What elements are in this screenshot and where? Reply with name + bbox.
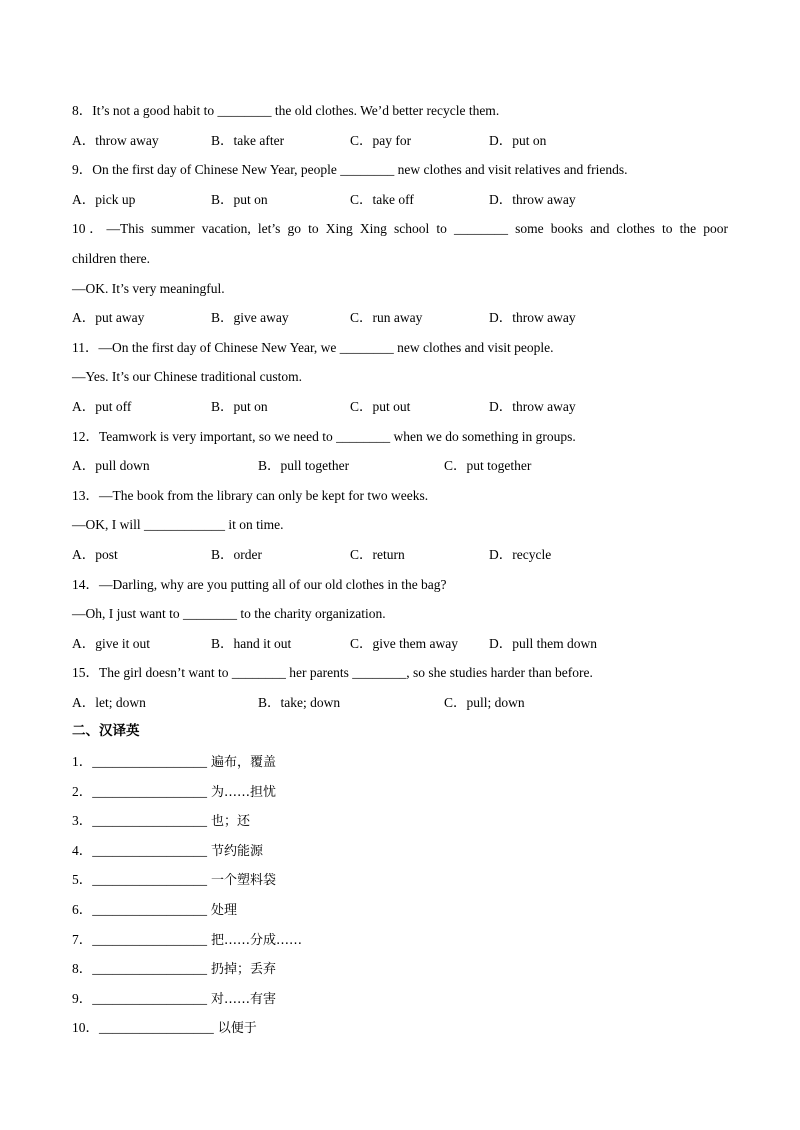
answer-blank[interactable]: _________________ <box>92 961 207 977</box>
translation-item <box>72 865 728 895</box>
chinese-prompt: 为……担忧 <box>211 784 277 800</box>
translation-item <box>72 1013 728 1043</box>
answer-option[interactable]: A．throw away <box>72 132 159 148</box>
chinese-prompt: 一个塑料袋 <box>211 873 277 889</box>
answer-option[interactable]: C．run away <box>350 310 423 326</box>
answer-option[interactable]: D．recycle <box>489 546 552 562</box>
chinese-prompt: 遍布，覆盖 <box>211 755 277 771</box>
item-number: 10． <box>72 1020 99 1036</box>
question-block <box>72 422 728 481</box>
question-block <box>72 481 728 570</box>
worksheet-page <box>72 96 728 1043</box>
section-title: 二、汉译英 <box>72 723 140 740</box>
question-stem-line: 13．—The book from the library can only be kept for two weeks. <box>72 487 429 503</box>
question-block <box>72 570 728 659</box>
chinese-prompt: 扔掉；丢弃 <box>211 962 277 978</box>
question-block <box>72 333 728 422</box>
answer-option[interactable]: B．order <box>211 546 262 562</box>
answer-option[interactable]: C．return <box>350 546 405 562</box>
answer-option[interactable]: A．put away <box>72 310 145 326</box>
answer-option[interactable]: B．put on <box>211 191 268 207</box>
answer-option[interactable]: B．put on <box>211 398 268 414</box>
question-stem-line: —OK. It’s very meaningful. <box>72 280 225 296</box>
chinese-prompt: 以便于 <box>217 1021 257 1037</box>
answer-option[interactable]: D．throw away <box>489 191 576 207</box>
answer-option[interactable]: A．pick up <box>72 191 136 207</box>
question-stem-line: —Oh, I just want to ________ to the charity organization. <box>72 606 386 622</box>
answer-option[interactable]: C．take off <box>350 191 414 207</box>
answer-option[interactable]: B．take after <box>211 132 285 148</box>
answer-options <box>72 126 728 156</box>
answer-blank[interactable]: _________________ <box>99 1020 214 1036</box>
answer-option[interactable]: D．put on <box>489 132 547 148</box>
answer-option[interactable]: A．post <box>72 546 118 562</box>
answer-option[interactable]: D．throw away <box>489 398 576 414</box>
answer-option[interactable]: C．pull; down <box>444 694 525 710</box>
answer-blank[interactable]: _________________ <box>92 990 207 1006</box>
question-stem-line: —Yes. It’s our Chinese traditional custom. <box>72 369 302 385</box>
item-number: 3． <box>72 813 93 829</box>
item-number: 5． <box>72 872 93 888</box>
chinese-prompt: 把……分成…… <box>211 932 303 948</box>
item-number: 6． <box>72 902 93 918</box>
translation-item <box>72 806 728 836</box>
answer-option[interactable]: A．put off <box>72 398 132 414</box>
question-stem-line: —OK, I will ____________ it on time. <box>72 517 284 533</box>
question-block <box>72 658 728 717</box>
answer-options <box>72 629 728 659</box>
answer-blank[interactable]: _________________ <box>92 902 207 918</box>
answer-option[interactable]: D．throw away <box>489 310 576 326</box>
answer-option[interactable]: A．give it out <box>72 635 150 651</box>
translation-section <box>72 747 728 1043</box>
answer-option[interactable]: C．put together <box>444 458 532 474</box>
answer-options <box>72 540 728 570</box>
answer-option[interactable]: B．give away <box>211 310 289 326</box>
chinese-prompt: 处理 <box>211 903 238 919</box>
translation-item <box>72 925 728 955</box>
chinese-prompt: 也；还 <box>211 814 251 830</box>
answer-option[interactable]: C．give them away <box>350 635 458 651</box>
answer-option[interactable]: B．hand it out <box>211 635 292 651</box>
question-block <box>72 96 728 155</box>
question-stem-line: 12．Teamwork is very important, so we need to ________ when we do something in groups. <box>72 428 576 444</box>
translation-item <box>72 777 728 807</box>
chinese-prompt: 对……有害 <box>211 991 277 1007</box>
answer-blank[interactable]: _________________ <box>92 783 207 799</box>
question-stem-line: 9．On the first day of Chinese New Year, people ________ new clothes and visit relatives and friends. <box>72 162 628 178</box>
translation-item <box>72 836 728 866</box>
question-block <box>72 214 728 332</box>
item-number: 7． <box>72 931 93 947</box>
item-number: 8． <box>72 961 93 977</box>
answer-option[interactable]: B．pull together <box>258 458 350 474</box>
question-stem-line: 8．It’s not a good habit to ________ the old clothes. We’d better recycle them. <box>72 103 500 118</box>
answer-option[interactable]: A．pull down <box>72 458 150 474</box>
item-number: 9． <box>72 990 93 1006</box>
answer-options <box>72 392 728 422</box>
answer-option[interactable]: D．pull them down <box>489 635 597 651</box>
answer-option[interactable]: C．put out <box>350 398 411 414</box>
answer-options <box>72 688 728 718</box>
translation-item <box>72 747 728 777</box>
question-block <box>72 155 728 214</box>
answer-blank[interactable]: _________________ <box>92 842 207 858</box>
chinese-prompt: 节约能源 <box>211 843 264 859</box>
answer-blank[interactable]: _________________ <box>92 754 207 770</box>
question-stem-line: 11．—On the first day of Chinese New Year, we ________ new clothes and visit people. <box>72 339 554 355</box>
question-stem-line: 14．—Darling, why are you putting all of our old clothes in the bag? <box>72 576 447 592</box>
question-stem-line: 10．—This summer vacation, let’s go to Xing Xing school to ________ some books and clothes to the poor <box>72 221 728 237</box>
answer-blank[interactable]: _________________ <box>92 813 207 829</box>
answer-options <box>72 303 728 333</box>
answer-option[interactable]: B．take; down <box>258 694 341 710</box>
multiple-choice-section <box>72 96 728 717</box>
answer-blank[interactable]: _________________ <box>92 872 207 888</box>
item-number: 2． <box>72 783 93 799</box>
translation-item <box>72 984 728 1014</box>
answer-option[interactable]: A．let; down <box>72 694 146 710</box>
translation-item <box>72 954 728 984</box>
answer-option[interactable]: C．pay for <box>350 132 412 148</box>
item-number: 4． <box>72 842 93 858</box>
translation-item <box>72 895 728 925</box>
question-stem-line: 15．The girl doesn’t want to ________ her parents ________, so she studies harder than before. <box>72 665 593 681</box>
item-number: 1． <box>72 754 93 770</box>
question-stem-line: children there. <box>72 250 150 266</box>
answer-blank[interactable]: _________________ <box>92 931 207 947</box>
answer-options <box>72 451 728 481</box>
answer-options <box>72 185 728 215</box>
